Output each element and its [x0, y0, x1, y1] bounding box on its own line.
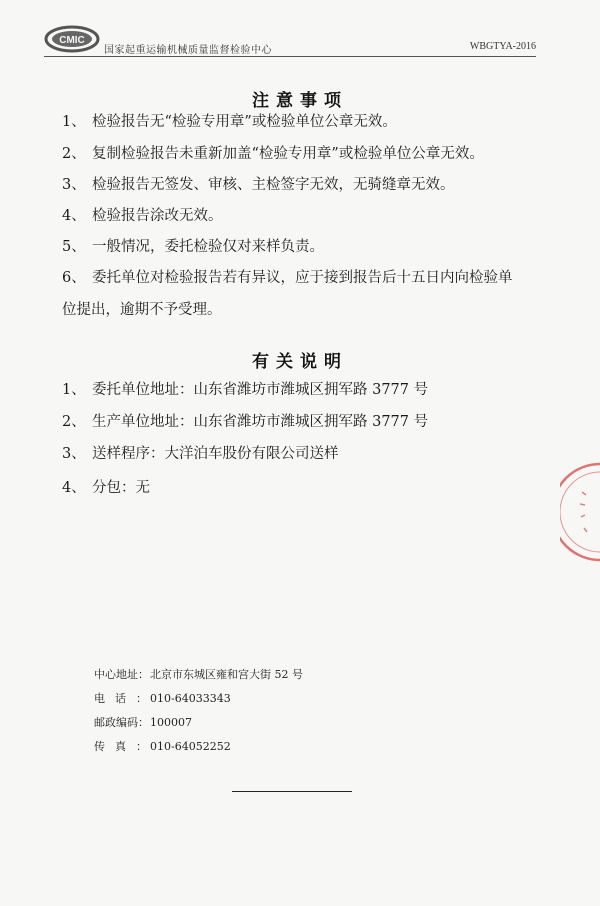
info-item: [62, 478, 562, 498]
note-number: 6、: [62, 270, 86, 286]
note-item: [62, 206, 562, 226]
postcode-label: 邮政编码：: [94, 716, 149, 729]
note-text: 检验报告无“检验专用章”或检验单位公章无效。: [92, 114, 397, 130]
note-text: 复制检验报告未重新加盖“检验专用章”或检验单位公章无效。: [92, 146, 484, 162]
note-number: 2、: [62, 146, 86, 162]
header-divider: [44, 56, 536, 57]
document-code: WBGTYA-2016: [469, 41, 536, 52]
info-text: 送样程序：大洋泊车股份有限公司送样: [92, 446, 339, 462]
fax-value: 010-64052252: [150, 740, 231, 753]
postcode-value: 100007: [150, 716, 192, 729]
note-number: 5、: [62, 239, 86, 255]
note-item: [62, 237, 562, 257]
contact-postcode: [94, 715, 192, 731]
seal-stamp-fragment: [560, 462, 600, 562]
organization-name: 国家起重运输机械质量监督检验中心: [104, 45, 272, 56]
note-text: 委托单位对检验报告若有异议，应于接到报告后十五日内向检验单: [92, 270, 513, 286]
footer-divider: [232, 791, 352, 792]
note-number: 1、: [62, 114, 86, 130]
address-label: 中心地址：: [94, 668, 149, 681]
logo-text: CMIC: [59, 35, 85, 46]
note-item: [62, 112, 562, 132]
info-number: 2、: [62, 414, 86, 430]
phone-value: 010-64033343: [150, 692, 231, 705]
note-item: [62, 268, 562, 288]
info-text: 分包：无: [92, 480, 150, 496]
info-item: [62, 412, 562, 432]
info-title: 有关说明: [252, 352, 348, 372]
info-number: 4、: [62, 480, 86, 496]
info-item: [62, 444, 562, 464]
note-number: 4、: [62, 208, 86, 224]
cmic-logo: [44, 24, 100, 54]
note-text-continuation: 位提出，逾期不予受理。: [62, 302, 222, 318]
contact-fax: [94, 739, 231, 755]
contact-phone: [94, 691, 231, 707]
phone-label: 电话：: [94, 692, 157, 705]
info-text: 生产单位地址：山东省潍坊市潍城区拥军路 3777 号: [92, 414, 429, 430]
notes-title: 注意事项: [252, 91, 348, 111]
note-number: 3、: [62, 177, 86, 193]
info-item: [62, 380, 562, 400]
info-text: 委托单位地址：山东省潍坊市潍城区拥军路 3777 号: [92, 382, 429, 398]
note-text: 一般情况，委托检验仅对来样负责。: [92, 239, 324, 255]
note-text: 检验报告无签发、审核、主检签字无效，无骑缝章无效。: [92, 177, 455, 193]
note-item: [62, 144, 562, 164]
note-item: [62, 175, 562, 195]
info-number: 1、: [62, 382, 86, 398]
address-value: 北京市东城区雍和宫大街 52 号: [150, 668, 303, 681]
contact-address: [94, 667, 303, 683]
fax-label: 传真：: [94, 740, 157, 753]
note-text: 检验报告涂改无效。: [92, 208, 223, 224]
info-number: 3、: [62, 446, 86, 462]
